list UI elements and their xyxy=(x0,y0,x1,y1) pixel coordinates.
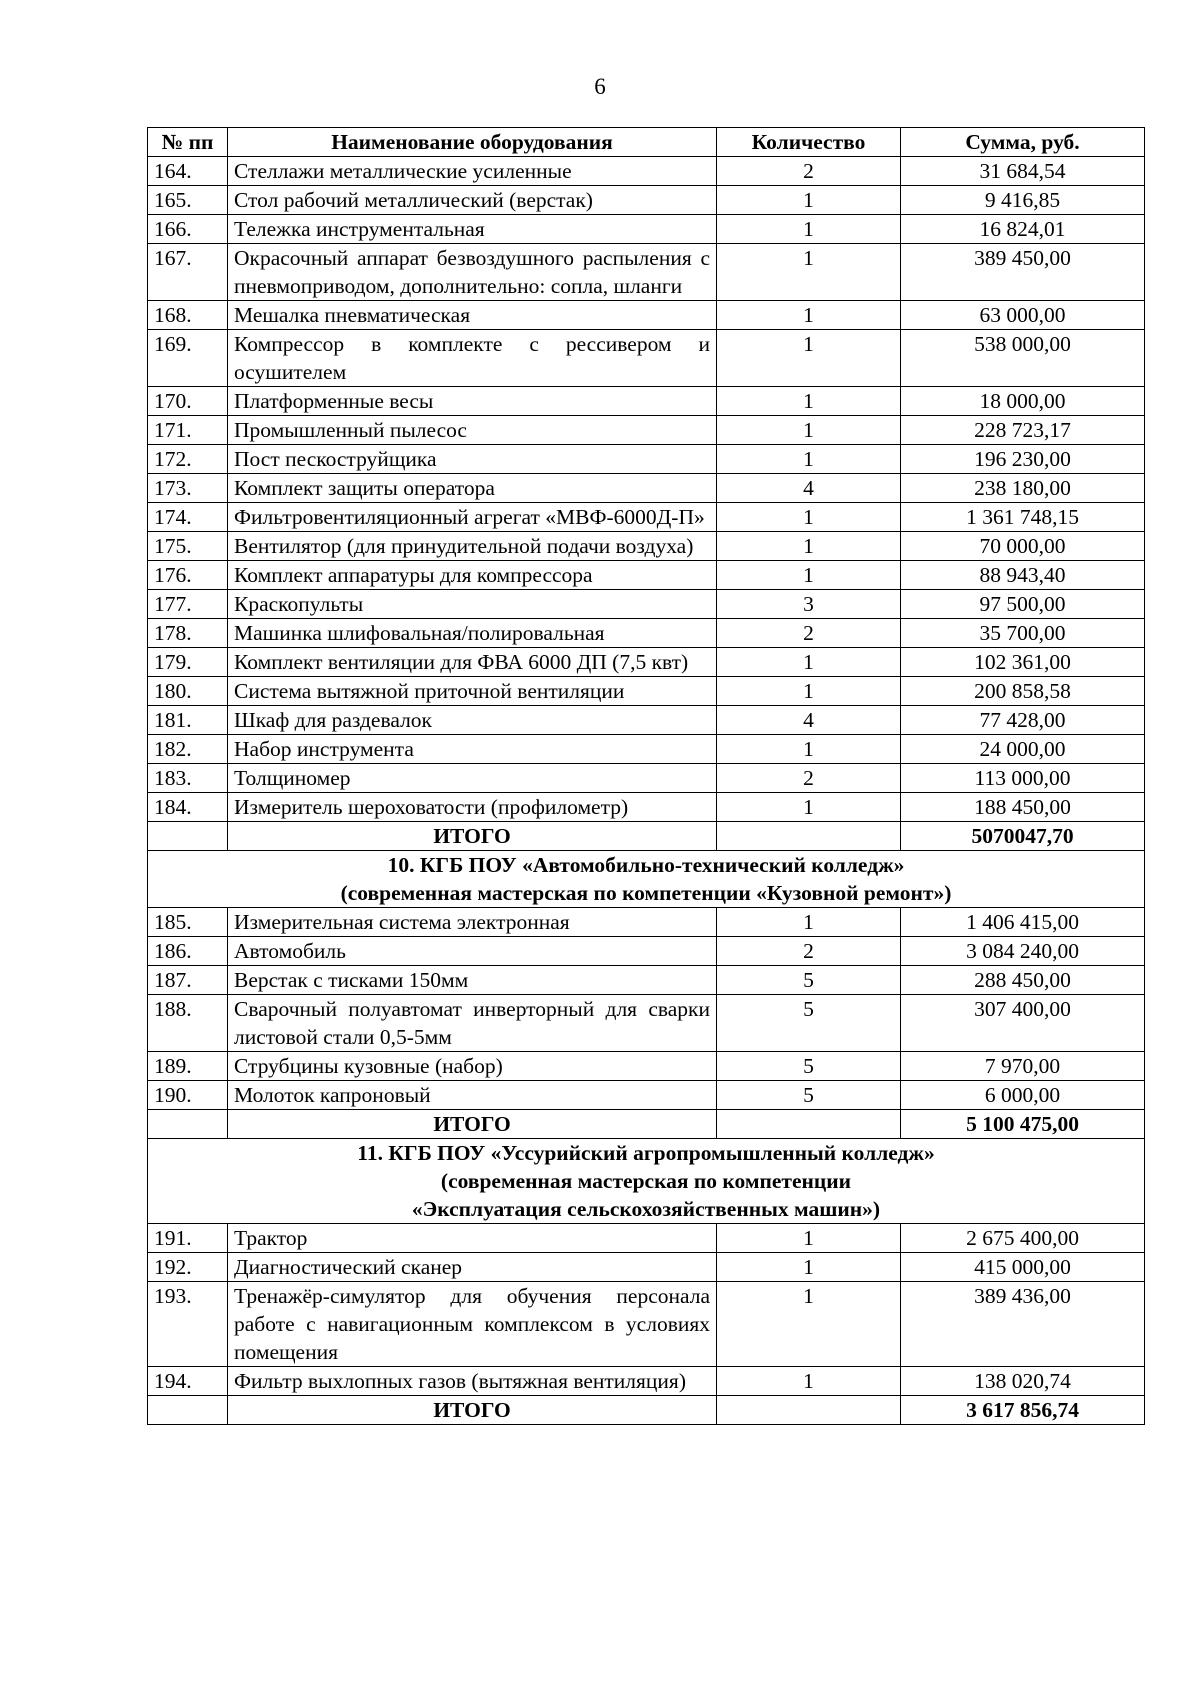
equipment-name: Набор инструмента xyxy=(228,735,717,764)
table-row xyxy=(148,1081,1145,1110)
sum-rub: 415 000,00 xyxy=(901,1253,1145,1282)
row-number: 184. xyxy=(148,793,228,822)
table-row xyxy=(148,908,1145,937)
quantity: 1 xyxy=(717,244,901,301)
equipment-name: Тренажёр-симулятор для обучения персонала работе с навигационным комплексом в условиях помещения xyxy=(228,1282,717,1367)
equipment-name: Тележка инструментальная xyxy=(228,215,717,244)
equipment-name: Шкаф для раздевалок xyxy=(228,706,717,735)
table-body-section-9 xyxy=(148,157,1145,822)
total-row-section-10 xyxy=(148,1110,1145,1139)
sum-rub: 6 000,00 xyxy=(901,1081,1145,1110)
equipment-name: Автомобиль xyxy=(228,937,717,966)
table-row xyxy=(148,445,1145,474)
header-sum: Сумма, руб. xyxy=(901,128,1145,157)
sum-rub: 238 180,00 xyxy=(901,474,1145,503)
header-num: № пп xyxy=(148,128,228,157)
sum-rub: 2 675 400,00 xyxy=(901,1224,1145,1253)
table-row xyxy=(148,619,1145,648)
table-row xyxy=(148,157,1145,186)
sum-rub: 7 970,00 xyxy=(901,1052,1145,1081)
sum-rub: 24 000,00 xyxy=(901,735,1145,764)
quantity: 1 xyxy=(717,416,901,445)
sum-rub: 138 020,74 xyxy=(901,1367,1145,1396)
sum-rub: 307 400,00 xyxy=(901,995,1145,1052)
section-heading-11 xyxy=(148,1139,1145,1224)
table-row xyxy=(148,244,1145,301)
table-row xyxy=(148,1253,1145,1282)
table-row xyxy=(148,330,1145,387)
row-number: 189. xyxy=(148,1052,228,1081)
table-row xyxy=(148,561,1145,590)
equipment-name: Фильтровентиляционный агрегат «МВФ-6000Д-П» xyxy=(228,503,717,532)
quantity: 1 xyxy=(717,1253,901,1282)
quantity: 2 xyxy=(717,619,901,648)
total-sum: 3 617 856,74 xyxy=(901,1396,1145,1425)
table-row xyxy=(148,1367,1145,1396)
equipment-name: Фильтр выхлопных газов (вытяжная вентиляция) xyxy=(228,1367,717,1396)
sum-rub: 113 000,00 xyxy=(901,764,1145,793)
table-row xyxy=(148,648,1145,677)
quantity: 1 xyxy=(717,532,901,561)
quantity: 1 xyxy=(717,503,901,532)
table-header-row xyxy=(148,128,1145,157)
total-row-section-9 xyxy=(148,822,1145,851)
row-number: 181. xyxy=(148,706,228,735)
sum-rub: 88 943,40 xyxy=(901,561,1145,590)
table-row xyxy=(148,416,1145,445)
equipment-name: Стеллажи металлические усиленные xyxy=(228,157,717,186)
sum-rub: 228 723,17 xyxy=(901,416,1145,445)
row-number: 182. xyxy=(148,735,228,764)
sum-rub: 188 450,00 xyxy=(901,793,1145,822)
equipment-name: Комплект аппаратуры для компрессора xyxy=(228,561,717,590)
section-subtitle: (современная мастерская по компетенции xyxy=(440,1169,852,1193)
quantity: 1 xyxy=(717,330,901,387)
sum-rub: 200 858,58 xyxy=(901,677,1145,706)
quantity: 1 xyxy=(717,648,901,677)
equipment-name: Комплект защиты оператора xyxy=(228,474,717,503)
sum-rub: 18 000,00 xyxy=(901,387,1145,416)
quantity: 1 xyxy=(717,677,901,706)
equipment-name: Вентилятор (для принудительной подачи воздуха) xyxy=(228,532,717,561)
total-label: ИТОГО xyxy=(228,1396,717,1425)
sum-rub: 389 436,00 xyxy=(901,1282,1145,1367)
quantity: 1 xyxy=(717,445,901,474)
row-number: 173. xyxy=(148,474,228,503)
row-number: 187. xyxy=(148,966,228,995)
quantity: 2 xyxy=(717,937,901,966)
row-number: 170. xyxy=(148,387,228,416)
total-label: ИТОГО xyxy=(228,822,717,851)
equipment-name: Машинка шлифовальная/полировальная xyxy=(228,619,717,648)
equipment-name: Стол рабочий металлический (верстак) xyxy=(228,186,717,215)
header-name: Наименование оборудования xyxy=(228,128,717,157)
table-row xyxy=(148,1224,1145,1253)
row-number: 177. xyxy=(148,590,228,619)
header-qty: Количество xyxy=(717,128,901,157)
sum-rub: 9 416,85 xyxy=(901,186,1145,215)
quantity: 1 xyxy=(717,1367,901,1396)
quantity: 1 xyxy=(717,215,901,244)
row-number: 185. xyxy=(148,908,228,937)
quantity: 1 xyxy=(717,387,901,416)
table-row xyxy=(148,215,1145,244)
section-subtitle: (современная мастерская по компетенции «Кузовной ремонт») xyxy=(340,881,952,905)
row-number: 190. xyxy=(148,1081,228,1110)
total-sum: 5 100 475,00 xyxy=(901,1110,1145,1139)
quantity: 5 xyxy=(717,966,901,995)
row-number: 186. xyxy=(148,937,228,966)
sum-rub: 35 700,00 xyxy=(901,619,1145,648)
quantity: 1 xyxy=(717,793,901,822)
quantity: 4 xyxy=(717,706,901,735)
table-row xyxy=(148,764,1145,793)
sum-rub: 16 824,01 xyxy=(901,215,1145,244)
table-row xyxy=(148,995,1145,1052)
table-row xyxy=(148,474,1145,503)
table-body-section-11 xyxy=(148,1224,1145,1396)
row-number: 175. xyxy=(148,532,228,561)
equipment-name: Верстак с тисками 150мм xyxy=(228,966,717,995)
sum-rub: 77 428,00 xyxy=(901,706,1145,735)
table-row xyxy=(148,186,1145,215)
equipment-name: Измеритель шероховатости (профилометр) xyxy=(228,793,717,822)
sum-rub: 97 500,00 xyxy=(901,590,1145,619)
equipment-name: Компрессор в комплекте с рессивером и осушителем xyxy=(228,330,717,387)
table-row xyxy=(148,1052,1145,1081)
row-number: 164. xyxy=(148,157,228,186)
quantity: 1 xyxy=(717,186,901,215)
row-number: 165. xyxy=(148,186,228,215)
row-number: 176. xyxy=(148,561,228,590)
row-number: 191. xyxy=(148,1224,228,1253)
row-number: 194. xyxy=(148,1367,228,1396)
row-number: 169. xyxy=(148,330,228,387)
page-number: 6 xyxy=(594,74,606,99)
total-row-section-11 xyxy=(148,1396,1145,1425)
sum-rub: 288 450,00 xyxy=(901,966,1145,995)
equipment-name: Измерительная система электронная xyxy=(228,908,717,937)
quantity: 1 xyxy=(717,1282,901,1367)
quantity: 1 xyxy=(717,735,901,764)
row-number: 166. xyxy=(148,215,228,244)
section-heading-10 xyxy=(148,851,1145,908)
equipment-name: Толщиномер xyxy=(228,764,717,793)
sum-rub: 389 450,00 xyxy=(901,244,1145,301)
quantity: 2 xyxy=(717,764,901,793)
equipment-name: Окрасочный аппарат безвоздушного распыления с пневмоприводом, дополнительно: сопла, шланги xyxy=(228,244,717,301)
table-row xyxy=(148,301,1145,330)
section-title: 11. КГБ ПОУ «Уссурийский агропромышленный колледж» xyxy=(357,1141,935,1165)
equipment-name: Молоток капроновый xyxy=(228,1081,717,1110)
equipment-name: Струбцины кузовные (набор) xyxy=(228,1052,717,1081)
equipment-name: Краскопульты xyxy=(228,590,717,619)
quantity: 1 xyxy=(717,908,901,937)
section-title: 10. КГБ ПОУ «Автомобильно-технический колледж» xyxy=(387,853,905,877)
equipment-name: Мешалка пневматическая xyxy=(228,301,717,330)
table-row xyxy=(148,532,1145,561)
table-row xyxy=(148,677,1145,706)
row-number: 168. xyxy=(148,301,228,330)
section-subtitle-cont: «Эксплуатация сельскохозяйственных машин») xyxy=(411,1197,881,1221)
sum-rub: 1 361 748,15 xyxy=(901,503,1145,532)
row-number: 167. xyxy=(148,244,228,301)
sum-rub: 70 000,00 xyxy=(901,532,1145,561)
sum-rub: 538 000,00 xyxy=(901,330,1145,387)
row-number: 172. xyxy=(148,445,228,474)
table-row xyxy=(148,793,1145,822)
equipment-name: Сварочный полуавтомат инверторный для сварки листовой стали 0,5-5мм xyxy=(228,995,717,1052)
equipment-name: Комплект вентиляции для ФВА 6000 ДП (7,5 квт) xyxy=(228,648,717,677)
quantity: 5 xyxy=(717,1052,901,1081)
sum-rub: 1 406 415,00 xyxy=(901,908,1145,937)
quantity: 3 xyxy=(717,590,901,619)
table-row xyxy=(148,503,1145,532)
sum-rub: 102 361,00 xyxy=(901,648,1145,677)
quantity: 5 xyxy=(717,995,901,1052)
table-row xyxy=(148,387,1145,416)
table-row xyxy=(148,735,1145,764)
quantity: 5 xyxy=(717,1081,901,1110)
table-row xyxy=(148,1282,1145,1367)
quantity: 4 xyxy=(717,474,901,503)
equipment-name: Система вытяжной приточной вентиляции xyxy=(228,677,717,706)
quantity: 1 xyxy=(717,301,901,330)
equipment-table xyxy=(147,127,1145,1425)
row-number: 179. xyxy=(148,648,228,677)
row-number: 174. xyxy=(148,503,228,532)
row-number: 188. xyxy=(148,995,228,1052)
quantity: 1 xyxy=(717,1224,901,1253)
row-number: 171. xyxy=(148,416,228,445)
row-number: 183. xyxy=(148,764,228,793)
row-number: 193. xyxy=(148,1282,228,1367)
row-number: 192. xyxy=(148,1253,228,1282)
equipment-name: Диагностический сканер xyxy=(228,1253,717,1282)
sum-rub: 3 084 240,00 xyxy=(901,937,1145,966)
quantity: 2 xyxy=(717,157,901,186)
sum-rub: 31 684,54 xyxy=(901,157,1145,186)
table-row xyxy=(148,966,1145,995)
table-row xyxy=(148,706,1145,735)
equipment-name: Трактор xyxy=(228,1224,717,1253)
equipment-name: Пост пескоструйщика xyxy=(228,445,717,474)
sum-rub: 63 000,00 xyxy=(901,301,1145,330)
sum-rub: 196 230,00 xyxy=(901,445,1145,474)
row-number: 180. xyxy=(148,677,228,706)
total-sum: 5070047,70 xyxy=(901,822,1145,851)
table-row xyxy=(148,937,1145,966)
total-label: ИТОГО xyxy=(228,1110,717,1139)
equipment-name: Промышленный пылесос xyxy=(228,416,717,445)
quantity: 1 xyxy=(717,561,901,590)
table-body-section-10 xyxy=(148,908,1145,1110)
equipment-name: Платформенные весы xyxy=(228,387,717,416)
row-number: 178. xyxy=(148,619,228,648)
table-row xyxy=(148,590,1145,619)
